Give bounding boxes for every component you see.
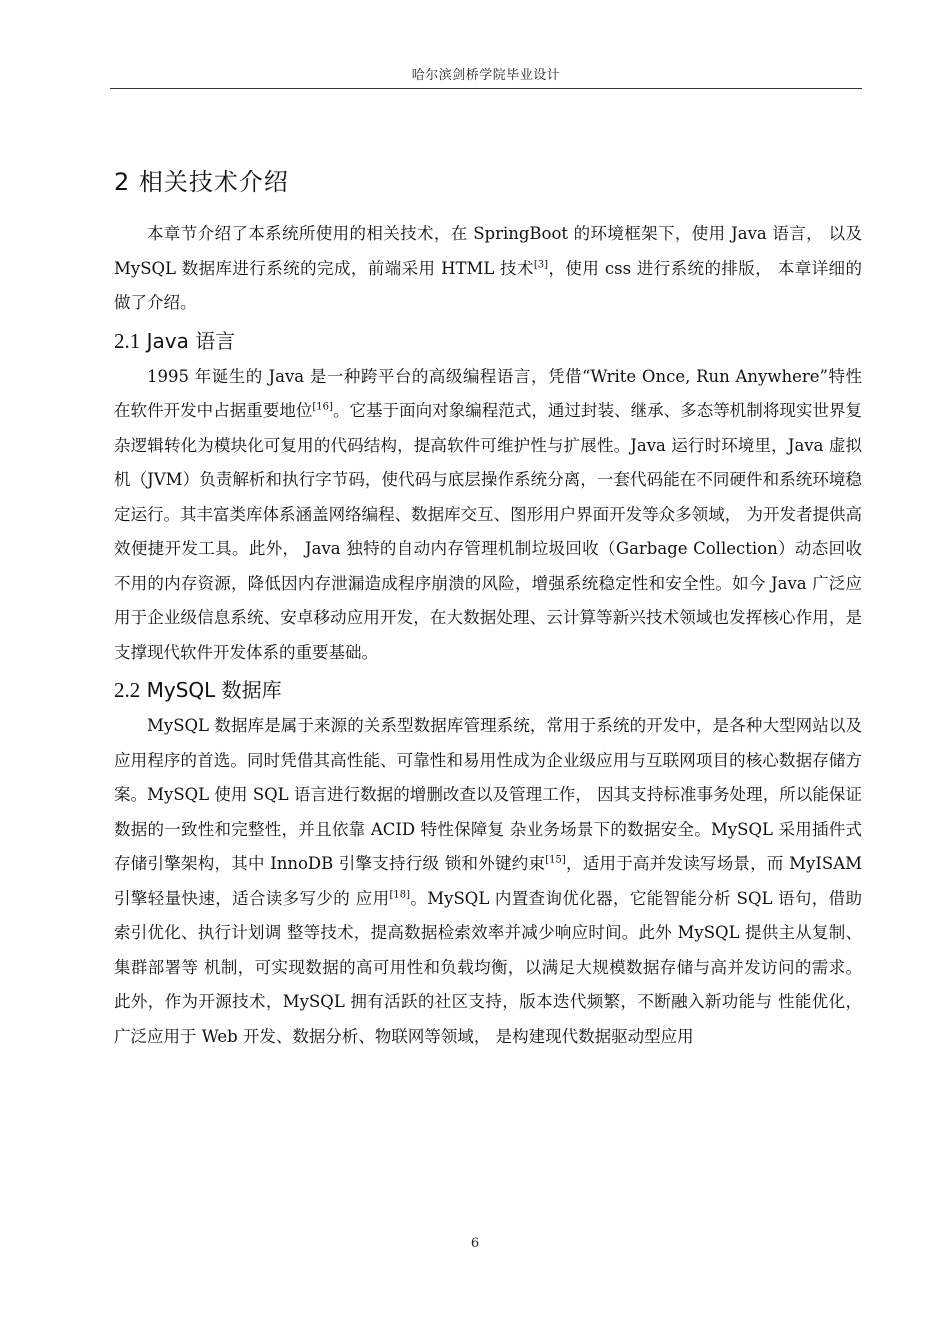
section-number: 2.2	[114, 678, 141, 702]
java-text-2: 。它基于面向对象编程范式，通过封装、继承、多态等机制将现实世界复杂逻辑转化为模块化可复用的代码结构，提高软件可维护性与扩展性。Java 运行时环境里，Java 虚拟机（JVM）负责解析和执行字节码，使代码与底层操作系统分离，一套代码能在不同硬件和系统环境稳定运行。其丰富类库体系涵盖网络编程、数据库交互、图形用户界面开发等众多领域， 为开发者提供高效便捷开发工具。此外， Java 独特的自动内存管理机制垃圾回收（Garbage Collection）动态回收不用的内存资源，降低因内存泄漏造成程序崩溃的风险，增强系统稳定性和安全性。如今 Java 广泛应用于企业级信息系统、安卓移动应用开发，在大数据处理、云计算等新兴技术领域也发挥核心作用，是支撑现代软件开发体系的重要基础。	[114, 401, 863, 662]
chapter-title: 2 相关技术介绍	[114, 168, 289, 196]
mysql-paragraph	[114, 709, 862, 1054]
intro-text-2: ，使用 css 进行系统的排版， 本章详细的做了介绍。	[114, 258, 862, 312]
page-header: 哈尔滨剑桥学院毕业设计	[411, 68, 561, 83]
citation-ref: [15]	[545, 854, 566, 866]
mysql-text-2: ，适用于高并发读写场景，而 MyISAM 引擎轻量快速，适合读多写少的 应用	[114, 854, 863, 908]
section-heading-java	[114, 325, 862, 354]
mysql-text-1: MySQL 数据库是属于来源的关系型数据库管理系统，常用于系统的开发中，是各种大型网站以及应用程序的首选。同时凭借其高性能、可靠性和易用性成为企业级应用与互联网项目的核心数据存储方案。MySQL 使用 SQL 语言进行数据的增删改查以及管理工作， 因其支持标准事务处理，所以能保证数据的一致性和完整性，并且依靠 ACID 特性保障复 杂业务场景下的数据安全。MySQL 采用插件式存储引擎架构，其中 InnoDB 引擎支持行级 锁和外键约束	[114, 716, 862, 873]
section-title: Java 语言	[146, 328, 236, 353]
citation-ref: [16]	[312, 401, 333, 413]
citation-ref: [3]	[533, 259, 549, 270]
mysql-text-3: 。MySQL 内置查询优化器，它能智能分析 SQL 语句，借助索引优化、执行计划调 整等技术，提高数据检索效率并减少响应时间。此外 MySQL 提供主从复制、集群部署等 机制，可实现数据的高可用性和负载均衡，以满足大规模数据存储与高并发访问的需求。 此外，作为开源技术，MySQL 拥有活跃的社区支持，版本迭代频繁，不断融入新功能与 性能优化，广泛应用于 Web 开发、数据分析、物联网等领域， 是构建现代数据驱动型应用	[114, 888, 863, 1046]
java-paragraph	[114, 360, 862, 671]
page-body	[114, 152, 862, 1054]
java-text-1: 1995 年诞生的 Java 是一种跨平台的高级编程语言，凭借“Write Once, Run Anywhere”特性在软件开发中占据重要地位	[114, 366, 862, 420]
citation-ref: [18]	[389, 889, 411, 900]
page-number: 6	[470, 1236, 480, 1251]
intro-text-1: 本章节介绍了本系统所使用的相关技术，在 SpringBoot 的环境框架下，使用 Java 语言， 以及 MySQL 数据库进行系统的完成，前端采用 HTML 技术	[114, 224, 862, 278]
chapter-intro-paragraph	[114, 217, 862, 321]
section-heading-mysql	[114, 674, 862, 703]
header-rule	[110, 88, 862, 89]
section-title: MySQL 数据库	[146, 678, 282, 702]
section-number: 2.1	[114, 328, 141, 353]
